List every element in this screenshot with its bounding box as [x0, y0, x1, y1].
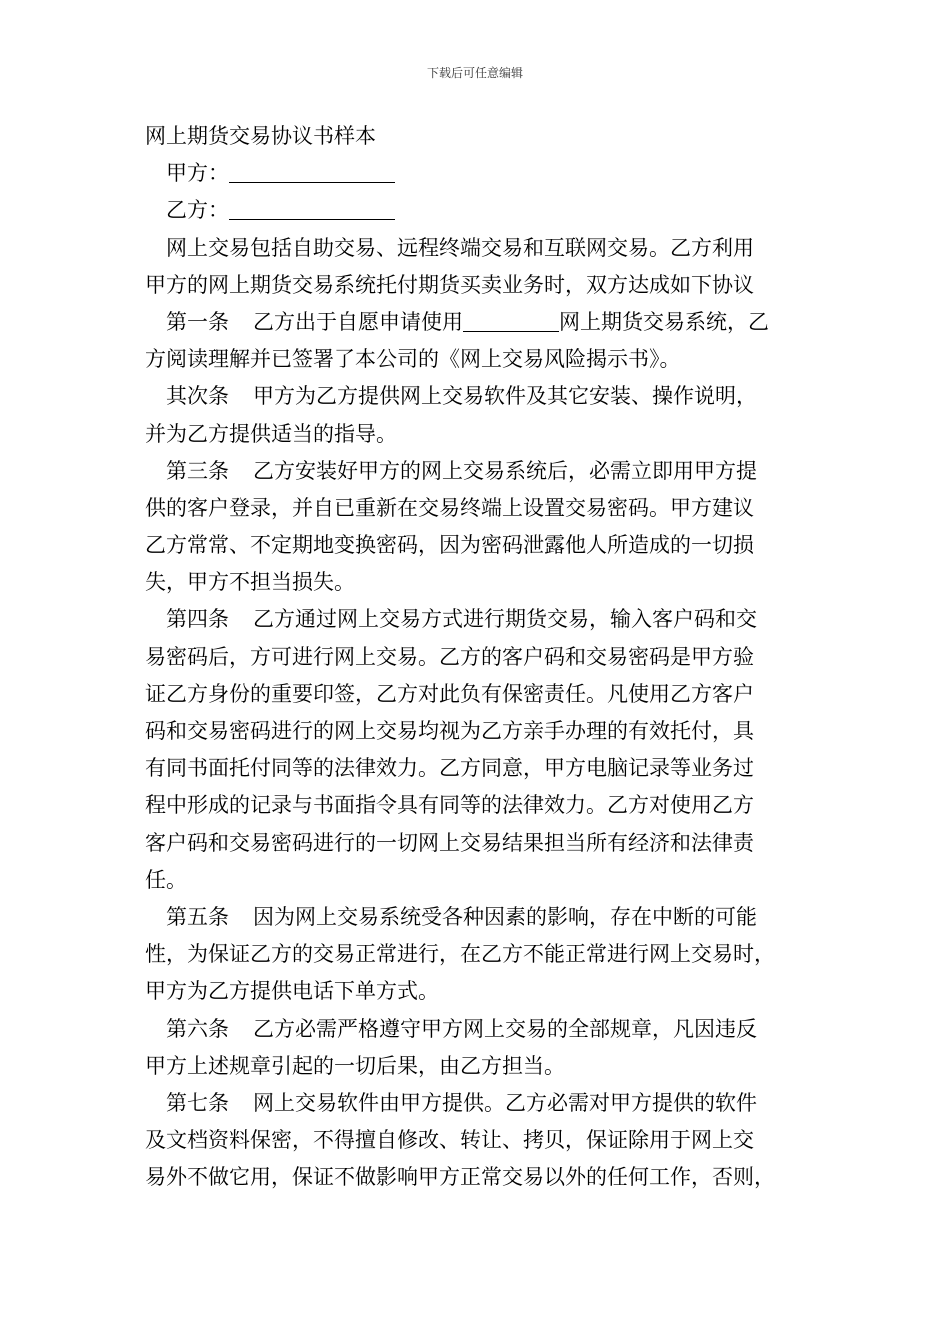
article-4-line: 码和交易密码进行的网上交易均视为乙方亲手办理的有效托付，具	[145, 719, 754, 743]
page-header: 下载后可任意编辑	[426, 66, 523, 80]
article-4-line: 有同书面托付同等的法律效力。乙方同意，甲方电脑记录等业务过	[145, 756, 754, 781]
article-4-line: 任。	[145, 867, 187, 892]
article-number: 第六条	[166, 1016, 229, 1041]
intro-line: 甲方的网上期货交易系统托付期货买卖业务时，双方达成如下协议	[145, 272, 754, 297]
article-number: 第七条	[166, 1090, 229, 1115]
article-text: 乙方安装好甲方的网上交易系统后，必需立即用甲方提	[253, 458, 757, 483]
document-title: 网上期货交易协议书样本	[145, 124, 376, 148]
party-b-blank	[229, 197, 395, 220]
article-5-line: 甲方为乙方提供电话下单方式。	[145, 979, 439, 1004]
article-4-line: 程中形成的记录与书面指令具有同等的法律效力。乙方对使用乙方	[145, 793, 754, 818]
article-1-line: 方阅读理解并已签署了本公司的《网上交易风险揭示书》。	[145, 347, 681, 372]
article-text: 甲方为乙方提供网上交易软件及其它安装、操作说明，	[253, 384, 757, 409]
article-3-first-line	[145, 453, 835, 490]
system-name-blank	[463, 309, 559, 332]
party-a-line	[145, 155, 835, 192]
article-text: 网上交易软件由甲方提供。乙方必需对甲方提供的软件	[253, 1090, 757, 1115]
article-text: 乙方必需严格遵守甲方网上交易的全部规章，凡因违反	[253, 1016, 757, 1041]
article-number: 第一条	[166, 309, 229, 334]
article-4-first-line	[145, 601, 835, 638]
article-4-line: 证乙方身份的重要印签，乙方对此负有保密责任。凡使用乙方客户	[145, 681, 754, 706]
article-number: 第三条	[166, 458, 229, 483]
party-a-blank	[229, 160, 395, 183]
article-5-line: 性，为保证乙方的交易正常进行，在乙方不能正常进行网上交易时，	[145, 942, 775, 967]
article-4-line: 客户码和交易密码进行的一切网上交易结果担当所有经济和法律责	[145, 830, 754, 855]
article-7-line: 易外不做它用，保证不做影响甲方正常交易以外的任何工作，否则，	[145, 1165, 775, 1190]
party-b-label: 乙方：	[166, 198, 229, 223]
article-text: 因为网上交易系统受各种因素的影响，存在中断的可能	[253, 904, 757, 929]
article-text: 乙方通过网上交易方式进行期货交易，输入客户码和交	[253, 607, 757, 632]
article-1-first-line	[145, 304, 835, 341]
article-6-line: 甲方上述规章引起的一切后果，由乙方担当。	[145, 1053, 565, 1078]
article-text: 网上期货交易系统，乙	[559, 309, 769, 334]
party-a-label: 甲方：	[166, 161, 229, 186]
article-6-first-line	[145, 1011, 835, 1048]
article-number: 第四条	[166, 607, 229, 632]
article-5-first-line	[145, 899, 835, 936]
article-3-line: 乙方常常、不定期地变换密码，因为密码泄露他人所造成的一切损	[145, 533, 754, 558]
article-7-line: 及文档资料保密，不得擅自修改、转让、拷贝，保证除用于网上交	[145, 1128, 754, 1153]
article-3-line: 供的客户登录，并自已重新在交易终端上设置交易密码。甲方建议	[145, 495, 754, 520]
intro-line: 网上交易包括自助交易、远程终端交易和互联网交易。乙方利用	[166, 235, 754, 260]
document-body	[145, 118, 835, 1196]
article-number: 其次条	[166, 384, 229, 409]
article-2-line: 并为乙方提供适当的指导。	[145, 421, 397, 446]
article-7-first-line	[145, 1085, 835, 1122]
article-4-line: 易密码后，方可进行网上交易。乙方的客户码和交易密码是甲方验	[145, 644, 754, 669]
article-3-line: 失，甲方不担当损失。	[145, 570, 355, 595]
article-number: 第五条	[166, 904, 229, 929]
article-2-first-line	[145, 378, 835, 415]
party-b-line	[145, 192, 835, 229]
article-text: 乙方出于自愿申请使用	[253, 309, 463, 334]
